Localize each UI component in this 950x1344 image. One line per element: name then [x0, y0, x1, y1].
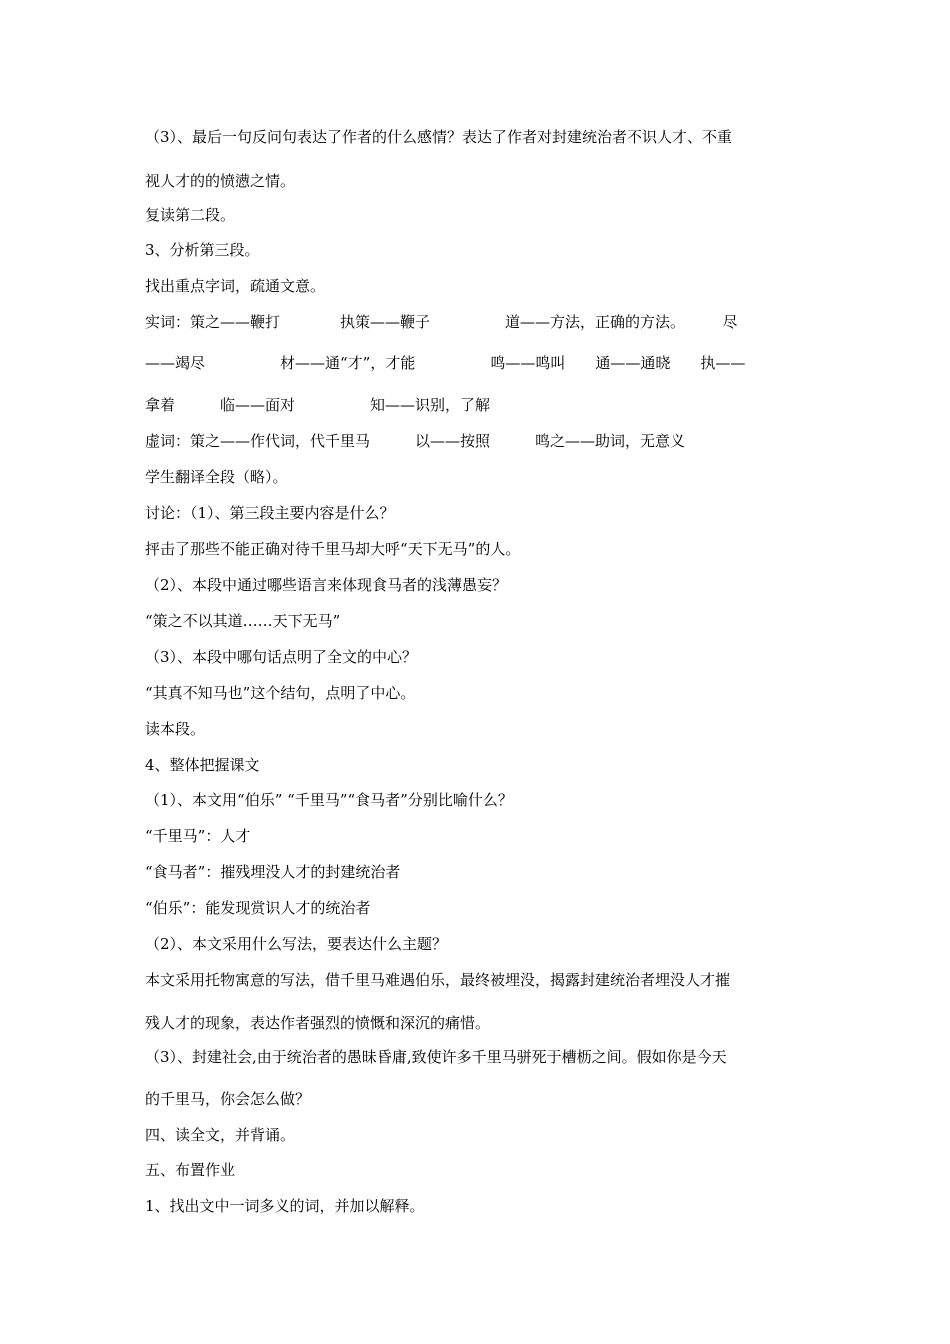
- text-line: “策之不以其道……天下无马”: [145, 612, 341, 630]
- text-line: 复读第二段。: [145, 206, 236, 224]
- text-line: 拿着 临——面对 知——识别，了解: [145, 396, 491, 414]
- text-line: 五、布置作业: [145, 1161, 236, 1179]
- text-line: 4、整体把握课文: [145, 756, 260, 774]
- text-line: 四、读全文，并背诵。: [145, 1126, 296, 1144]
- text-line: （3）、本段中哪句话点明了全文的中心？: [145, 648, 418, 666]
- text-line: 实词：策之——鞭打 执策——鞭子 道——方法，正确的方法。 尽: [145, 313, 738, 331]
- text-line: 学生翻译全段（略）。: [145, 468, 288, 486]
- text-line: （3）、最后一句反问句表达了作者的什么感情？表达了作者对封建统治者不识人才、不重: [145, 128, 733, 146]
- text-line: “千里马”：人才: [145, 827, 251, 845]
- text-line: 找出重点字词，疏通文意。: [145, 277, 326, 295]
- text-line: 抨击了那些不能正确对待千里马却大呼“天下无马”的人。: [145, 540, 521, 558]
- text-line: 残人才的现象，表达作者强烈的愤慨和深沉的痛惜。: [145, 1014, 491, 1032]
- text-line: 读本段。: [145, 720, 206, 738]
- text-line: 本文采用托物寓意的写法，借千里马难遇伯乐，最终被埋没，揭露封建统治者埋没人才摧: [145, 971, 731, 989]
- text-line: 虚词：策之——作代词，代千里马 以——按照 鸣之——助词，无意义: [145, 432, 686, 450]
- text-line: “其真不知马也”这个结句，点明了中心。: [145, 684, 416, 702]
- text-line: 3、分析第三段。: [145, 241, 260, 259]
- text-line: 讨论：（1）、第三段主要内容是什么？: [145, 504, 395, 522]
- text-line: ——竭尽 材——通“才”，才能 鸣——鸣叫 通——通晓 执——: [145, 354, 746, 372]
- text-line: 的千里马，你会怎么做？: [145, 1090, 311, 1108]
- text-line: （1）、本文用“伯乐” “千里马”“食马者”分别比喻什么？: [145, 791, 513, 809]
- text-line: “伯乐”：能发现赏识人才的统治者: [145, 899, 371, 917]
- text-line: 1、找出文中一词多义的词，并加以解释。: [145, 1197, 425, 1215]
- text-line: （2）、本段中通过哪些语言来体现食马者的浅薄愚妄？: [145, 576, 508, 594]
- text-line: “食马者”：摧残埋没人才的封建统治者: [145, 863, 401, 881]
- text-line: 视人才的的愤懑之情。: [145, 172, 296, 190]
- text-line: （2）、本文采用什么写法，要表达什么主题？: [145, 935, 448, 953]
- text-line: （3）、封建社会,由于统治者的愚昧昏庸,致使许多千里马骈死于槽枥之间。假如你是今天: [145, 1048, 727, 1066]
